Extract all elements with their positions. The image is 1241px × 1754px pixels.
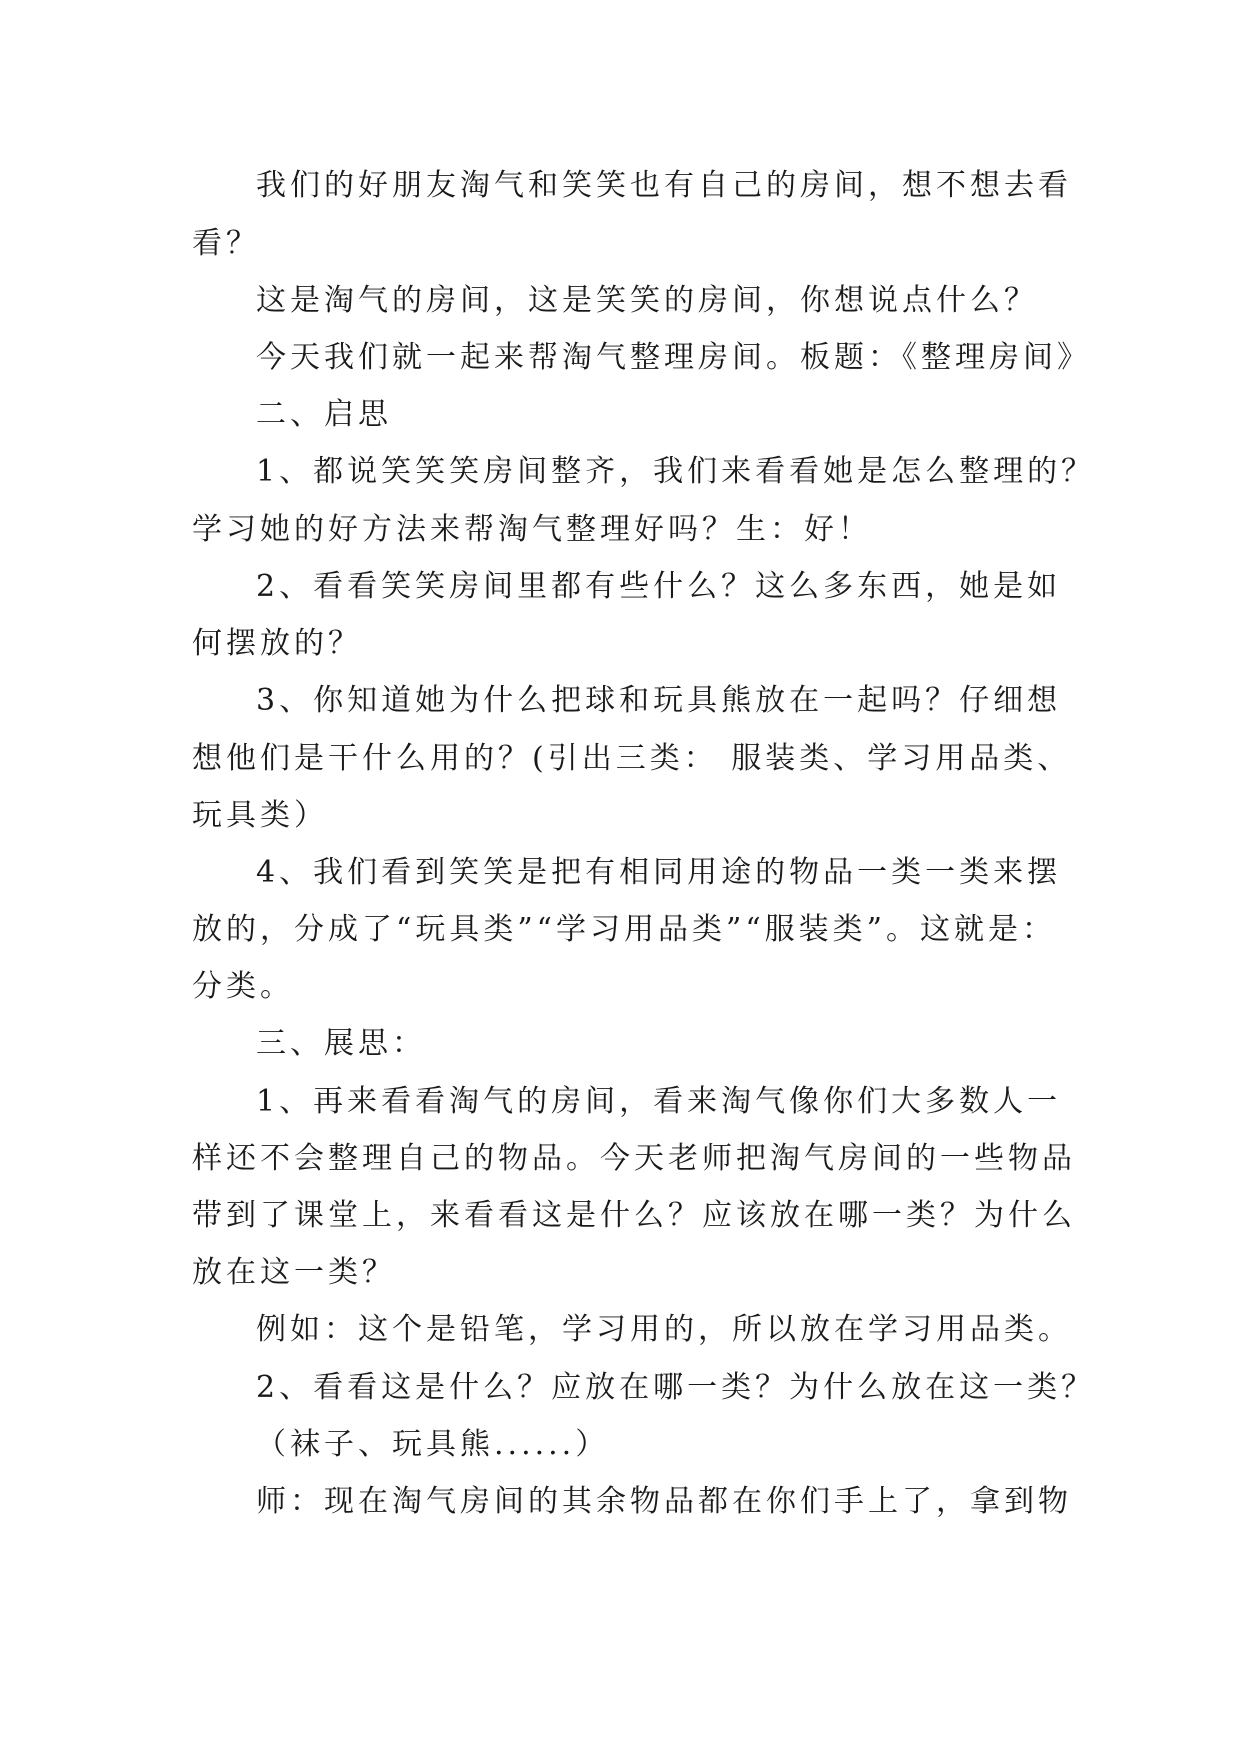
paragraph-line: 何摆放的？ <box>192 626 362 661</box>
section-heading: 三、展思： <box>256 1026 426 1061</box>
section-heading: 二、启思 <box>256 397 392 432</box>
paragraph-line: 4、我们看到笑笑是把有相同用途的物品一类一类来摆 <box>256 855 1062 890</box>
paragraph-line: 1、再来看看淘气的房间，看来淘气像你们大多数人一 <box>256 1084 1062 1119</box>
paragraph-line: 玩具类） <box>192 798 328 833</box>
paragraph-line: 样还不会整理自己的物品。今天老师把淘气房间的一些物品 <box>192 1141 1076 1176</box>
paragraph-line: 带到了课堂上，来看看这是什么？应该放在哪一类？为什么 <box>192 1198 1076 1233</box>
paragraph-line: （袜子、玩具熊......） <box>256 1427 610 1462</box>
paragraph-line: 看？ <box>192 226 260 261</box>
paragraph-line: 2、看看这是什么？应放在哪一类？为什么放在这一类？ <box>256 1370 1096 1405</box>
paragraph-line: 这是淘气的房间，这是笑笑的房间，你想说点什么？ <box>256 283 1038 318</box>
paragraph-line: 我们的好朋友淘气和笑笑也有自己的房间，想不想去看 <box>256 168 1072 203</box>
paragraph-line: 学习她的好方法来帮淘气整理好吗？生：好！ <box>192 512 872 547</box>
paragraph-line: 师：现在淘气房间的其余物品都在你们手上了，拿到物 <box>256 1484 1072 1519</box>
paragraph-line: 今天我们就一起来帮淘气整理房间。板题：《整理房间》 <box>256 340 1091 375</box>
paragraph-line: 2、看看笑笑房间里都有些什么？这么多东西，她是如 <box>256 569 1062 604</box>
paragraph-line: 1、都说笑笑笑房间整齐，我们来看看她是怎么整理的？ <box>256 454 1096 489</box>
paragraph-line: 3、你知道她为什么把球和玩具熊放在一起吗？仔细想 <box>256 683 1062 718</box>
paragraph-line: 放在这一类？ <box>192 1255 396 1290</box>
paragraph-line: 放的，分成了“玩具类”“学习用品类”“服装类”。这就是： <box>192 912 1057 947</box>
paragraph-line: 想他们是干什么用的？(引出三类： 服装类、学习用品类、 <box>192 741 1072 776</box>
paragraph-line: 分类。 <box>192 969 294 1004</box>
paragraph-line: 例如：这个是铅笔，学习用的，所以放在学习用品类。 <box>256 1312 1072 1347</box>
